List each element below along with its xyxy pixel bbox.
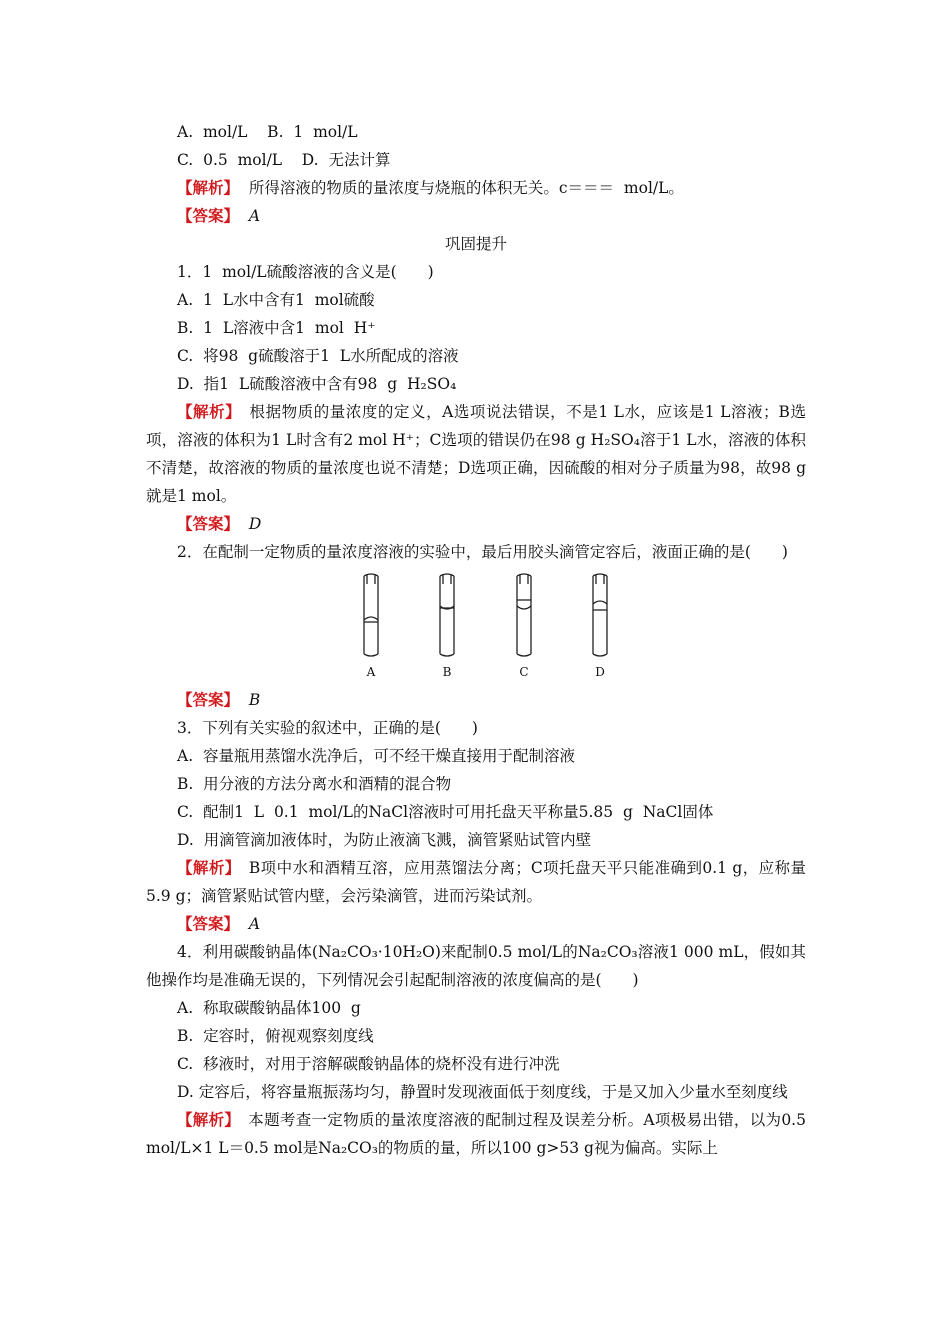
answer-line <box>146 202 806 230</box>
tube-label-d: D <box>595 665 605 679</box>
q4-option-b: B. 定容时，俯视观察刻度线 <box>177 1027 374 1045</box>
q2-answer-line <box>146 686 806 714</box>
q4-analysis <box>146 1106 806 1162</box>
tube-label-c: C <box>519 665 529 679</box>
analysis-line <box>146 174 806 202</box>
tube-b <box>440 574 454 656</box>
q3-analysis <box>146 854 806 910</box>
tube-c <box>517 574 531 656</box>
q4-option-d: D. 定容后，将容量瓶振荡均匀，静置时发现液面低于刻度线，于是又加入少量水至刻度线 <box>177 1083 788 1101</box>
q3-option-c: C. 配制1 L 0.1 mol/L的NaCl溶液时可用托盘天平称量5.85 g NaCl固体 <box>177 803 714 821</box>
tube-a <box>364 574 378 656</box>
q1-option-d: D. 指1 L硫酸溶液中含有98 g H₂SO₄ <box>177 375 457 393</box>
answer-tag: 【答案】 <box>177 206 240 225</box>
section-title: 巩固提升 <box>444 235 507 253</box>
q1-answer-line <box>146 510 806 538</box>
q4-analysis-tag: 【解析】 <box>177 1110 233 1129</box>
tube-d <box>593 574 607 656</box>
q3-option-a: A. 容量瓶用蒸馏水洗净后，可不经干燥直接用于配制溶液 <box>177 747 575 765</box>
q3-option-d: D. 用滴管滴加液体时，为防止液滴飞溅，滴管紧贴试管内壁 <box>177 831 592 849</box>
q1-stem: 1．1 mol/L硫酸溶液的含义是( ) <box>177 263 434 281</box>
option-cd: C. 0.5 mol/L D. 无法计算 <box>177 151 391 169</box>
option-ab: A. mol/L B. 1 mol/L <box>177 123 358 141</box>
q3-answer-line <box>146 910 806 938</box>
q2-answer: B <box>248 691 261 709</box>
q4-stem: 4．利用碳酸钠晶体(Na₂CO₃·10H₂O)来配制0.5 mol/L的Na₂CO₃溶液1 000 mL，假如其他操作均是准确无误的，下列情况会引起配制溶液的浓度偏高的是( ) <box>146 943 806 989</box>
q3-analysis-tag: 【解析】 <box>177 858 233 877</box>
q2-answer-tag: 【答案】 <box>177 690 240 709</box>
q1-option-c: C. 将98 g硫酸溶于1 L水所配成的溶液 <box>177 347 459 365</box>
q1-option-a: A. 1 L水中含有1 mol硫酸 <box>177 291 375 309</box>
q4-option-c: C. 移液时，对用于溶解碳酸钠晶体的烧杯没有进行冲洗 <box>177 1055 560 1073</box>
q1-analysis-text: 根据物质的量浓度的定义，A选项说法错误，不是1 L水，应该是1 L溶液；B选项，溶液的体积为1 L时含有2 mol H⁺；C选项的错误仍在98 g H₂SO₄溶于1 L水，溶液的体积不清楚，故溶液的物质的量浓度也说不清楚；D选项正确，因硫酸的相对分子质量为98，故98 g就是1 mol。 <box>146 403 806 505</box>
q1-answer-tag: 【答案】 <box>177 514 240 533</box>
q2-stem: 2．在配制一定物质的量浓度溶液的实验中，最后用胶头滴管定容后，液面正确的是( ) <box>177 543 788 561</box>
q4-option-a: A. 称取碳酸钠晶体100 g <box>177 999 361 1017</box>
document-page <box>146 118 806 1162</box>
tube-label-a: A <box>366 665 376 679</box>
tube-label-b: B <box>442 665 452 679</box>
tube-figure <box>356 570 616 682</box>
q1-analysis-tag: 【解析】 <box>177 402 234 421</box>
q1-answer: D <box>248 515 262 533</box>
q3-stem: 3．下列有关实验的叙述中，正确的是( ) <box>177 719 478 737</box>
analysis-text: 所得溶液的物质的量浓度与烧瓶的体积无关。c＝＝＝ mol/L。 <box>248 179 684 197</box>
answer-value: A <box>248 207 261 225</box>
tube-diagram <box>146 570 806 682</box>
q1-analysis <box>146 398 806 510</box>
q3-answer-tag: 【答案】 <box>177 914 240 933</box>
q4-analysis-text: 本题考查一定物质的量浓度溶液的配制过程及误差分析。A项极易出错，以为0.5 mol/L×1 L＝0.5 mol是Na₂CO₃的物质的量，所以100 g>53 g视为偏高。实际上 <box>146 1111 806 1157</box>
q3-analysis-text: B项中水和酒精互溶，应用蒸馏法分离；C项托盘天平只能准确到0.1 g，应称量5.9 g；滴管紧贴试管内壁，会污染滴管，进而污染试剂。 <box>146 859 806 905</box>
q1-option-b: B. 1 L溶液中含1 mol H⁺ <box>177 319 376 337</box>
q3-answer: A <box>248 915 261 933</box>
q3-option-b: B. 用分液的方法分离水和酒精的混合物 <box>177 775 452 793</box>
analysis-tag: 【解析】 <box>177 178 240 197</box>
